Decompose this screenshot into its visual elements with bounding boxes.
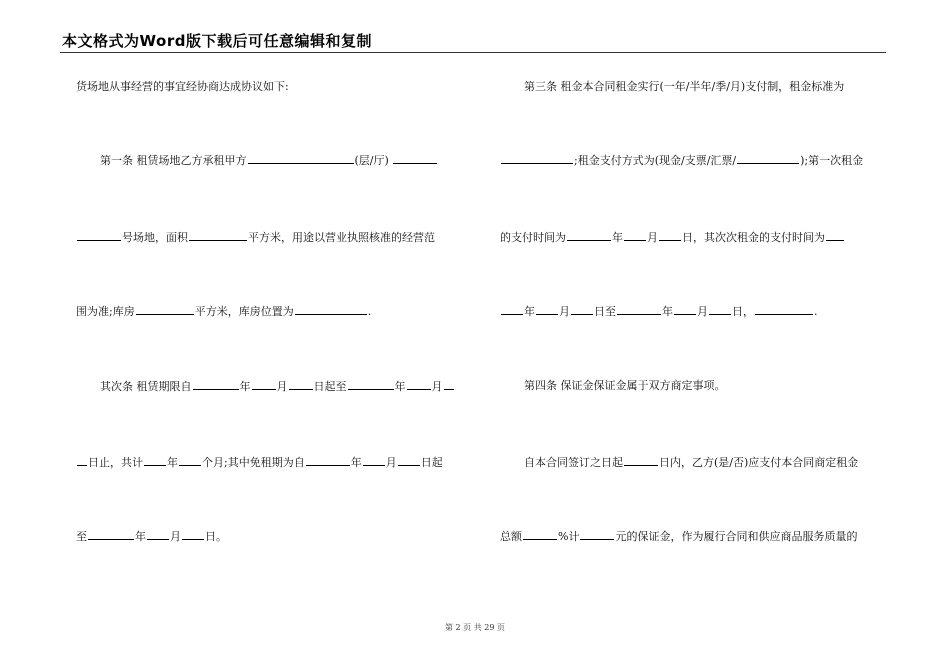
text: . — [814, 305, 818, 318]
text: 年 — [394, 380, 406, 393]
paragraph-article-2 — [76, 379, 460, 394]
blank-field[interactable] — [398, 455, 420, 466]
blank-field[interactable] — [571, 304, 593, 315]
text: 围为准;库房 — [76, 305, 135, 318]
blank-field[interactable] — [407, 379, 431, 390]
right-column — [500, 0, 884, 672]
text: 日内，乙方(是/否)应支付本合同商定租金 — [659, 456, 859, 469]
text: 年 — [167, 456, 178, 469]
text: 日起 — [420, 456, 443, 469]
text: 月 — [431, 380, 443, 393]
blank-field[interactable] — [501, 153, 573, 164]
blank-field[interactable] — [363, 455, 385, 466]
blank-field[interactable] — [826, 230, 844, 241]
paragraph-article-3 — [500, 80, 884, 94]
text: 日止，共计 — [88, 456, 143, 469]
blank-field[interactable] — [182, 529, 204, 540]
blank-field[interactable] — [306, 455, 350, 466]
page-number: 第 2 页 共 29 页 — [445, 623, 505, 632]
text: 平方米，库房位置为 — [194, 305, 294, 318]
paragraph-deposit-amount — [500, 529, 884, 544]
blank-field[interactable] — [674, 304, 696, 315]
text: 个月;其中免租期为自 — [202, 456, 305, 469]
text: 月 — [276, 380, 288, 393]
text: 月 — [559, 305, 570, 318]
blank-field[interactable] — [624, 455, 658, 466]
document-banner: 本文格式为Word版下载后可任意编辑和复制 — [62, 32, 372, 50]
blank-field[interactable] — [252, 379, 276, 390]
text: ;租金支付方式为(现金/支票/汇票/ — [574, 154, 737, 167]
blank-field[interactable] — [567, 230, 611, 241]
blank-field[interactable] — [501, 304, 523, 315]
blank-field[interactable] — [77, 230, 121, 241]
text: 日， — [732, 305, 754, 318]
text: 年 — [524, 305, 535, 318]
blank-field[interactable] — [755, 304, 813, 315]
blank-field[interactable] — [536, 304, 558, 315]
text: 年 — [612, 231, 623, 244]
text: 日至 — [594, 305, 616, 318]
text: 元的保证金，作为履行合同和供应商品服务质量的 — [615, 530, 858, 543]
text: 第四条 保证金保证金属于双方商定事项。 — [524, 379, 726, 392]
paragraph-term-end — [76, 529, 460, 544]
left-column — [76, 0, 460, 672]
text: 月 — [385, 456, 397, 469]
text: 年 — [350, 456, 362, 469]
text: 其次条 租赁期限自 — [100, 380, 192, 393]
blank-field[interactable] — [444, 379, 454, 390]
blank-field[interactable] — [189, 230, 247, 241]
text: 号场地，面积 — [122, 231, 188, 244]
blank-field[interactable] — [659, 230, 681, 241]
blank-field[interactable] — [624, 230, 646, 241]
text: 的支付时间为 — [500, 231, 566, 244]
text: 年 — [239, 380, 251, 393]
paragraph-article-1 — [76, 153, 460, 168]
blank-field[interactable] — [136, 304, 194, 315]
text: 第一条 租赁场地乙方承租甲方 — [100, 154, 247, 167]
blank-field[interactable] — [617, 304, 661, 315]
blank-field[interactable] — [523, 529, 557, 540]
blank-field[interactable] — [248, 153, 354, 164]
blank-field[interactable] — [295, 304, 367, 315]
blank-field[interactable] — [348, 379, 394, 390]
text: 平方米，用途以营业执照核准的经营范 — [248, 231, 435, 244]
paragraph-article-4 — [500, 379, 884, 393]
paragraph-warehouse — [76, 304, 460, 319]
text: %计 — [558, 530, 580, 543]
text: );第一次租金 — [800, 154, 864, 167]
blank-field[interactable] — [147, 529, 169, 540]
blank-field[interactable] — [179, 455, 201, 466]
blank-field[interactable] — [737, 153, 799, 164]
paragraph-payment-method — [500, 153, 884, 168]
text: 第三条 租金本合同租金实行(一年/半年/季/月)支付制，租金标准为 — [524, 80, 845, 93]
text: 月 — [170, 530, 181, 543]
text: 货场地从事经营的事宜经协商达成协议如下: — [76, 80, 289, 93]
blank-field[interactable] — [393, 153, 437, 164]
blank-field[interactable] — [193, 379, 239, 390]
blank-field[interactable] — [144, 455, 166, 466]
text: 年 — [662, 305, 673, 318]
text: 年 — [135, 530, 146, 543]
paragraph-term — [76, 455, 460, 470]
text: 日起至 — [313, 380, 347, 393]
blank-field[interactable] — [88, 529, 134, 540]
text: 月 — [697, 305, 708, 318]
text: 总额 — [500, 530, 522, 543]
text: . — [367, 305, 372, 318]
text: 日。 — [205, 530, 227, 543]
blank-field[interactable] — [289, 379, 313, 390]
paragraph-intro — [76, 80, 460, 94]
text: 月 — [647, 231, 658, 244]
paragraph-area — [76, 230, 460, 245]
text: 自本合同签订之日起 — [524, 456, 623, 469]
blank-field[interactable] — [77, 455, 87, 466]
paragraph-payment-period — [500, 304, 884, 319]
paragraph-payment-time — [500, 230, 884, 245]
text: 至 — [76, 530, 87, 543]
text: 日，其次次租金的支付时间为 — [682, 231, 825, 244]
text: (层/厅) — [354, 154, 389, 167]
blank-field[interactable] — [580, 529, 614, 540]
blank-field[interactable] — [709, 304, 731, 315]
paragraph-deposit-deadline — [500, 455, 884, 470]
